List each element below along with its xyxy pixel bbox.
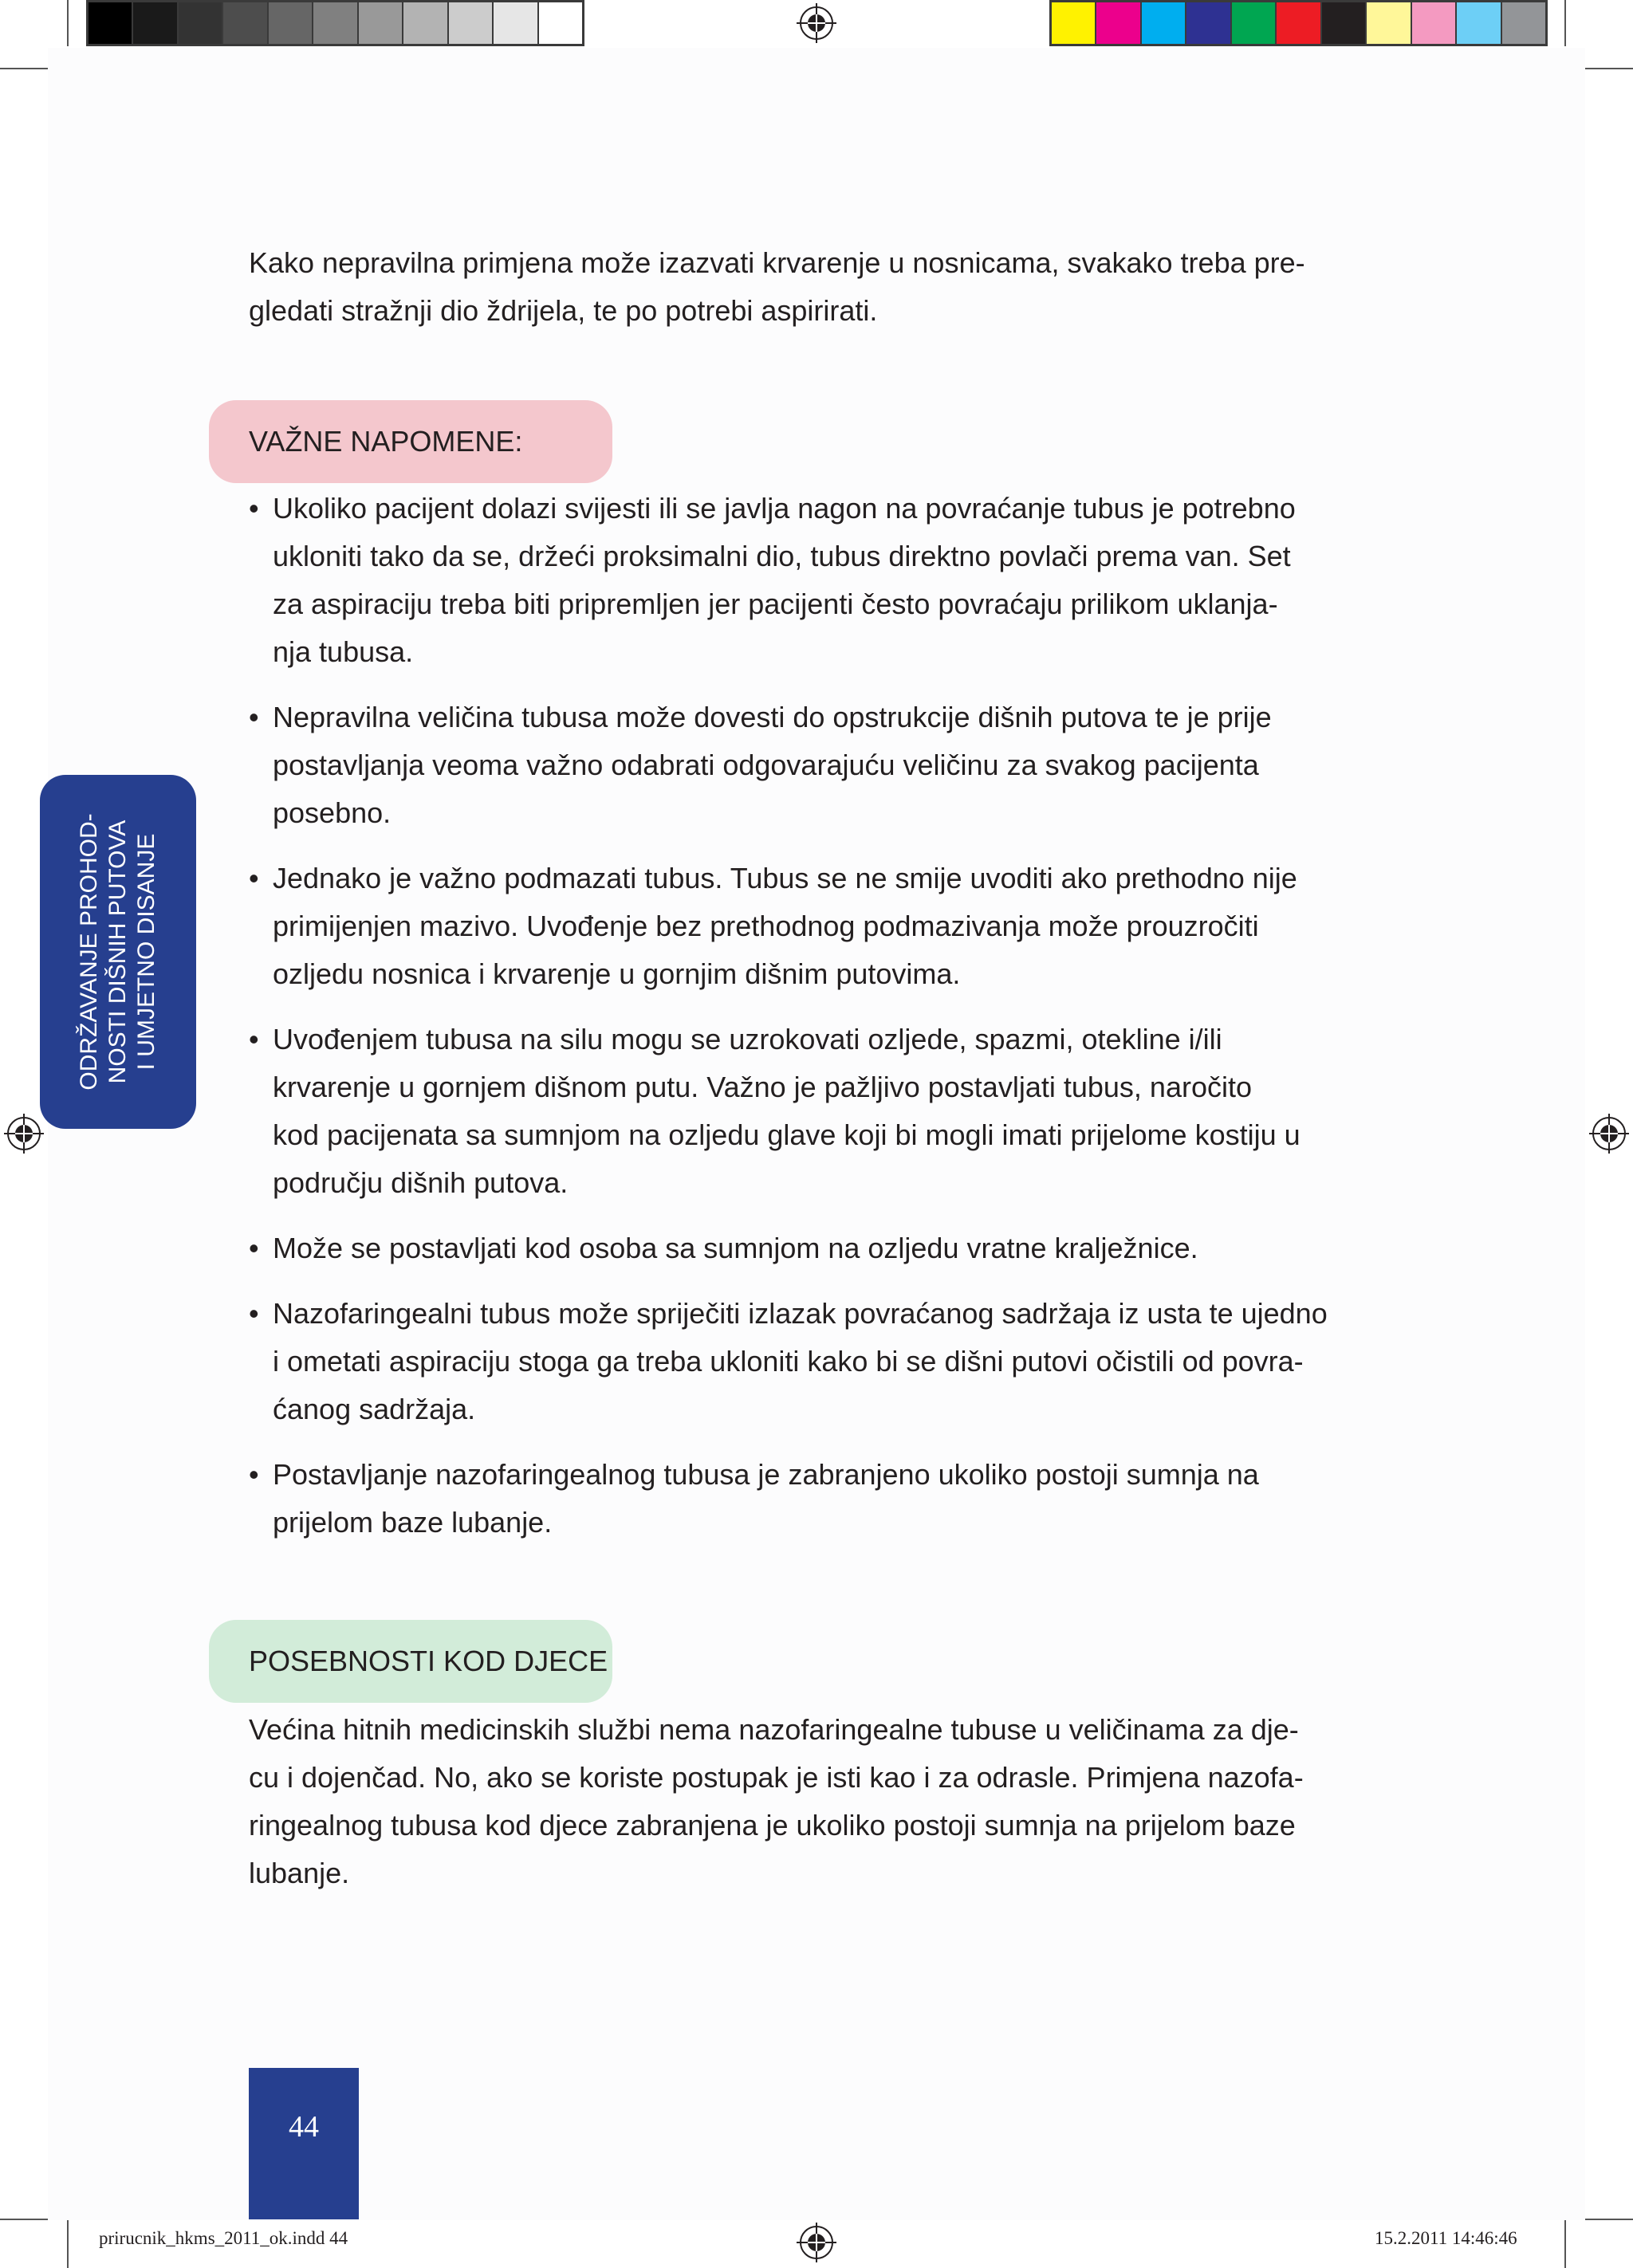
crop-mark: [1584, 2219, 1633, 2220]
text-line: Nazofaringealni tubus može spriječiti izlazak povraćanog sadržaja iz usta te ujedno: [273, 1297, 1328, 1330]
color-swatch: [313, 2, 358, 44]
crop-mark: [0, 2219, 49, 2220]
text-line: Većina hitnih medicinskih službi nema nazofaringealne tubuse u veličinama za dje-: [249, 1713, 1299, 1746]
color-swatch: [1277, 2, 1321, 44]
text-line: Ukoliko pacijent dolazi svijesti ili se javlja nagon na povraćanje tubus je potrebno: [273, 492, 1296, 525]
color-swatch: [1457, 2, 1501, 44]
text-line: ringealnog tubusa kod djece zabranjena je ukoliko postoji sumnja na prijelom baze: [249, 1809, 1296, 1842]
note-item: [249, 485, 1365, 676]
registration-mark-icon: [797, 2223, 836, 2262]
text-line: nja tubusa.: [273, 635, 414, 668]
children-section-heading: POSEBNOSTI KOD DJECE: [209, 1620, 612, 1703]
text-line: posebno.: [273, 796, 392, 829]
bullet: •: [249, 862, 259, 894]
text-line: kod pacijenata sa sumnjom na ozljedu glave koji bi mogli imati prijelome kostiju u: [273, 1118, 1300, 1151]
text-line: prijelom baze lubanje.: [273, 1506, 553, 1539]
crop-mark: [1564, 2220, 1566, 2268]
crop-mark: [67, 0, 69, 46]
important-notes-heading: VAŽNE NAPOMENE:: [209, 400, 612, 483]
bullet: •: [249, 1458, 259, 1491]
color-swatch: [89, 2, 133, 44]
color-swatch: [1142, 2, 1186, 44]
text-line: Postavljanje nazofaringealnog tubusa je zabranjeno ukoliko postoji sumnja na: [273, 1458, 1259, 1491]
color-swatch: [539, 2, 582, 44]
color-swatch: [403, 2, 448, 44]
bullet: •: [249, 1232, 259, 1264]
intro-paragraph: [249, 239, 1341, 335]
color-swatch: [179, 2, 223, 44]
color-swatch: [269, 2, 313, 44]
text-line: Uvođenjem tubusa na silu mogu se uzrokovati ozljede, spazmi, otekline i/ili: [273, 1023, 1222, 1055]
text-line: ozljedu nosnica i krvarenje u gornjim dišnim putovima.: [273, 957, 961, 990]
text-line: gledati stražnji dio ždrijela, te po potrebi aspirirati.: [249, 294, 878, 327]
text-line: području dišnih putova.: [273, 1166, 569, 1199]
slug-file-info: prirucnik_hkms_2011_ok.indd 44: [99, 2228, 348, 2248]
color-swatch: [359, 2, 403, 44]
color-calibration-bar: [1049, 0, 1548, 46]
side-tab-line: I UMJETNO DISANJE: [133, 833, 159, 1071]
note-item: [249, 855, 1365, 998]
note-item: [249, 1224, 1365, 1272]
text-line: za aspiraciju treba biti pripremljen jer pacijenti često povraćaju prilikom uklanja-: [273, 588, 1278, 620]
registration-mark-icon: [797, 3, 836, 43]
color-swatch: [1186, 2, 1231, 44]
page-number: 44: [289, 2110, 319, 2144]
bullet: •: [249, 1023, 259, 1055]
text-line: krvarenje u gornjem dišnom putu. Važno je pažljivo postavljati tubus, naročito: [273, 1071, 1252, 1103]
side-tab-line: NOSTI DIŠNIH PUTOVA: [104, 820, 131, 1084]
chapter-side-tab-label: [75, 800, 161, 1103]
important-notes-list: [249, 485, 1365, 1564]
color-swatch: [449, 2, 494, 44]
note-item: [249, 1290, 1365, 1433]
text-line: postavljanja veoma važno odabrati odgovarajuću veličinu za svakog pacijenta: [273, 749, 1259, 781]
bullet: •: [249, 492, 259, 525]
grayscale-calibration-bar: [86, 0, 584, 46]
text-line: primijenjen mazivo. Uvođenje bez prethodnog podmazivanja može prouzročiti: [273, 910, 1259, 942]
slug-timestamp: 15.2.2011 14:46:46: [1375, 2228, 1517, 2248]
text-line: ukloniti tako da se, držeći proksimalni dio, tubus direktno povlači prema van. Set: [273, 540, 1291, 572]
crop-mark: [1564, 0, 1566, 46]
color-swatch: [494, 2, 538, 44]
page-number-box: [249, 2068, 359, 2219]
color-swatch: [223, 2, 268, 44]
registration-mark-icon: [1589, 1114, 1629, 1154]
text-line: Može se postavljati kod osoba sa sumnjom na ozljedu vratne kralježnice.: [273, 1232, 1198, 1264]
text-line: Jednako je važno podmazati tubus. Tubus se ne smije uvoditi ako prethodno nije: [273, 862, 1297, 894]
text-line: cu i dojenčad. No, ako se koriste postupak je isti kao i za odrasle. Primjena nazofa-: [249, 1761, 1304, 1794]
crop-mark: [0, 68, 49, 69]
chapter-side-tab: [40, 775, 196, 1129]
side-tab-line: ODRŽAVANJE PROHOD-: [76, 813, 102, 1091]
color-swatch: [1096, 2, 1141, 44]
crop-mark: [1584, 68, 1633, 69]
color-swatch: [133, 2, 178, 44]
text-line: ćanog sadržaja.: [273, 1393, 476, 1425]
note-item: [249, 694, 1365, 837]
text-line: lubanje.: [249, 1857, 350, 1889]
color-swatch: [1412, 2, 1457, 44]
note-item: [249, 1451, 1365, 1547]
crop-mark: [67, 2220, 69, 2268]
color-swatch: [1502, 2, 1545, 44]
text-line: Kako nepravilna primjena može izazvati krvarenje u nosnicama, svakako treba pre-: [249, 246, 1305, 279]
bullet: •: [249, 701, 259, 733]
color-swatch: [1052, 2, 1096, 44]
text-line: Nepravilna veličina tubusa može dovesti do opstrukcije dišnih putova te je prije: [273, 701, 1272, 733]
registration-mark-icon: [4, 1114, 44, 1154]
note-item: [249, 1016, 1365, 1207]
bullet: •: [249, 1297, 259, 1330]
color-swatch: [1322, 2, 1367, 44]
text-line: i ometati aspiraciju stoga ga treba ukloniti kako bi se dišni putovi očistili od povra-: [273, 1345, 1304, 1378]
children-paragraph: [249, 1706, 1341, 1897]
color-swatch: [1367, 2, 1411, 44]
color-swatch: [1232, 2, 1277, 44]
